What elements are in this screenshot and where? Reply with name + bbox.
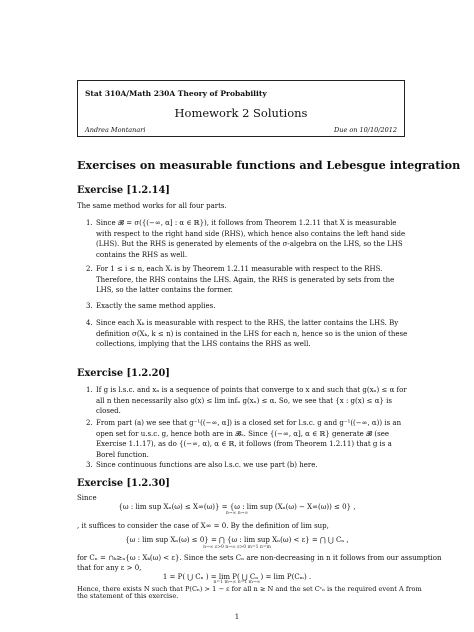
item-text: Since continuous functions are also l.s.c. we use part (b) here. <box>96 461 318 469</box>
item-number: 1. <box>86 219 93 227</box>
item-number: 2. <box>86 419 93 427</box>
item-number: 1. <box>86 386 93 394</box>
paragraph: that for any ε > 0, <box>77 564 142 572</box>
exercise-heading-1-2-30: Exercise [1.2.30] <box>77 478 170 489</box>
author: Andrea Montanari <box>85 126 146 134</box>
course-name: Stat 310A/Math 230A Theory of Probability <box>85 89 267 98</box>
equation-2-limits: n→∞ ε>0 n→∞ ε>0 m=1 n=m <box>203 545 271 550</box>
paragraph: , it suffices to consider the case of X∞ = 0. By the definition of lim sup, <box>77 522 329 530</box>
item-number: 2. <box>86 265 93 273</box>
page-number: 1 <box>234 613 240 621</box>
list-item <box>86 264 408 296</box>
equation-3: 1 = P( ⋃ Cₙ ) = lim P( ⋃ Cₙ ) = lim P(Cₘ) . <box>162 573 312 581</box>
item-text: Exactly the same method applies. <box>96 302 216 310</box>
item-text: If g is l.s.c. and xₙ is a sequence of points that converge to x and such that g(xₙ) ≤ α for all n then necessarily also g(x) ≤ lim infₙ g(xₙ) ≤ α. So, we see that {x : g(x) ≤ α} is closed. <box>96 386 407 415</box>
item-text: From part (a) we see that g⁻¹((−∞, α]) is a closed set for l.s.c. g and g⁻¹((−∞, α)) is an open set for u.s.c. g, hence both are in 𝓑ₛ. Since {(−∞, α], α ∈ ℝ} generate 𝓑 (see Exercise 1.1.17), as do {(−∞, α), α ∈ ℝ, it follows (from Theorem 1.2.11) that g is a Borel function. <box>96 419 402 459</box>
item-text: Since each Xₖ is measurable with respect to the RHS, the latter contains the LHS. By definition σ(Xₖ, k ≤ n) is contained in the LHS for each n, hence so is the union of these collections, implying that the LHS contains the RHS as well. <box>96 319 408 348</box>
paragraph: for Cₙ = ∩ₖ≥ₙ{ω : Xₖ(ω) < ε}. Since the sets Cₙ are non-decreasing in n it follows from our assumption <box>77 554 442 562</box>
item-number: 3. <box>86 461 93 469</box>
item-number: 4. <box>86 319 93 327</box>
list-item <box>86 318 408 350</box>
due-date: Due on 10/10/2012 <box>334 126 397 134</box>
exercise-heading-1-2-20: Exercise [1.2.20] <box>77 368 170 379</box>
equation-1-limits: n→∞ n→∞ <box>225 511 249 516</box>
section-title: Exercises on measurable functions and Lebesgue integration <box>77 158 461 172</box>
list-item <box>86 301 408 312</box>
list-item <box>86 385 408 417</box>
exercise-intro: The same method works for all four parts. <box>77 202 227 210</box>
exercise-heading-1-2-14: Exercise [1.2.14] <box>77 185 170 196</box>
item-text: For 1 ≤ i ≤ n, each Xᵢ is by Theorem 1.2.11 measurable with respect to the RHS. Therefore, the RHS contains the LHS. Again, the RHS is generated by sets from the LHS, so the latter contains the former. <box>96 265 395 294</box>
equation-2: {ω : lim sup Xₙ(ω) ≤ 0} = ⋂ {ω : lim sup Xₙ(ω) < ε} = ⋂ ⋃ Cₙ , <box>125 536 349 544</box>
since-word: Since <box>77 494 97 502</box>
paragraph: the statement of this exercise. <box>77 592 179 600</box>
document-title: Homework 2 Solutions <box>174 106 308 120</box>
list-item <box>86 218 408 260</box>
equation-3-limits: n=1 m→∞ n=1 m→∞ <box>213 580 261 585</box>
list-item <box>86 418 408 460</box>
list-item <box>86 460 408 471</box>
item-text: Since 𝓑 = σ({(−∞, α] : α ∈ ℝ}), it follows from Theorem 1.2.11 that X is measurable with respect to the right hand side (RHS), which hence also contains the left hand side (LHS). But the RHS is generated by elements of the σ-algebra on the LHS, so the LHS contains the RHS as well. <box>96 219 406 259</box>
item-number: 3. <box>86 302 93 310</box>
header-box <box>77 80 405 137</box>
equation-1: {ω : lim sup Xₙ(ω) ≤ X∞(ω)} = {ω : lim sup (Xₙ(ω) − X∞(ω)) ≤ 0} , <box>118 503 356 511</box>
paragraph: Hence, there exists N such that P(Cₙ) > 1 − ε for all n ≥ N and the set Cᶜₙ is the required event A from <box>77 585 422 593</box>
